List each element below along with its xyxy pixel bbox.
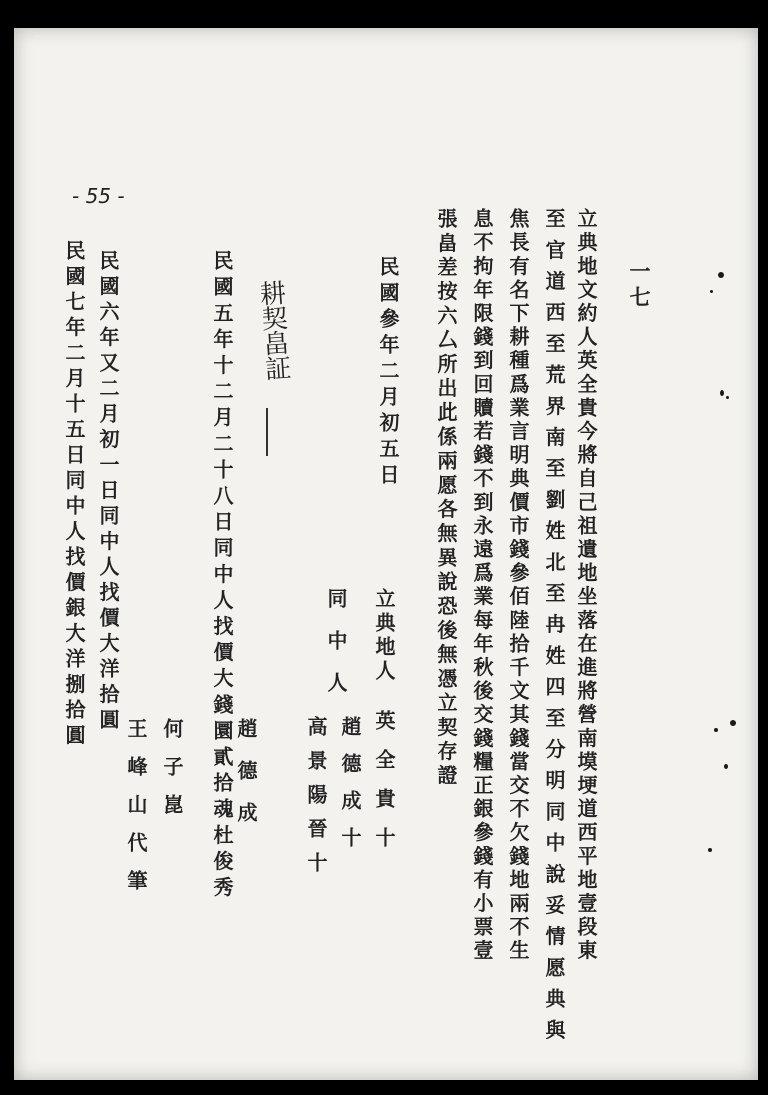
- ink-speck: [726, 396, 729, 399]
- handwritten-annotation: 耕契畠証: [254, 279, 292, 381]
- annotation-stroke: [266, 408, 268, 456]
- page-mark: - 55 -: [72, 184, 125, 208]
- entry-1-witness-1: 趙德成: [234, 718, 258, 844]
- contract-line-3: 焦長有名下耕種爲業言明典價市錢參佰陸拾千文其錢當交不欠錢地兩不生: [506, 208, 530, 964]
- ink-speck: [710, 290, 713, 293]
- ink-speck: [730, 720, 736, 726]
- signatory-2-name: 趙德成十: [338, 716, 362, 864]
- signatory-3-name: 高景陽晉十: [304, 716, 328, 886]
- entry-1-text: 民國五年十二月二十八日同中人找價大錢圜貳拾魂杜俊秀: [210, 250, 234, 903]
- document-page: [14, 28, 758, 1080]
- ink-speck: [720, 390, 724, 396]
- entry-2-witness-2: 王峰山代筆: [124, 718, 148, 908]
- ink-speck: [714, 728, 718, 732]
- contract-line-5: 張畠差按六厶所出此係兩愿各無異說恐後無憑立契存證: [434, 208, 458, 789]
- contract-line-2: 至官道西至荒界南至劉姓北至冉姓四至分明同中說妥情愿典與: [542, 208, 566, 1051]
- signatory-1-role: 立典地人: [372, 588, 396, 684]
- signatory-2-role: 同中人: [324, 588, 348, 714]
- entry-3-text: 民國七年二月十五日同中人找價銀大洋捌拾圓: [62, 240, 86, 750]
- ink-speck: [718, 272, 724, 278]
- ink-speck: [724, 764, 728, 769]
- contract-line-4: 息不拘年限錢到回贖若錢不到永遠爲業每年秋後交錢糧正銀參錢有小票壹: [470, 208, 494, 964]
- entry-2-witness-1: 何子崑: [160, 718, 184, 832]
- section-number: 一七: [627, 260, 652, 312]
- entry-2-text: 民國六年又二月初一日同中人找價大洋拾圓: [96, 250, 120, 735]
- contract-date: 民國參年二月初五日: [376, 256, 400, 490]
- ink-speck: [708, 848, 712, 852]
- signatory-1-name: 英全貴十: [372, 710, 396, 866]
- contract-line-1: 立典地文約人英全貴今將自己祖遺地坐落在進將營南塻埂道西平地壹段東: [574, 208, 598, 964]
